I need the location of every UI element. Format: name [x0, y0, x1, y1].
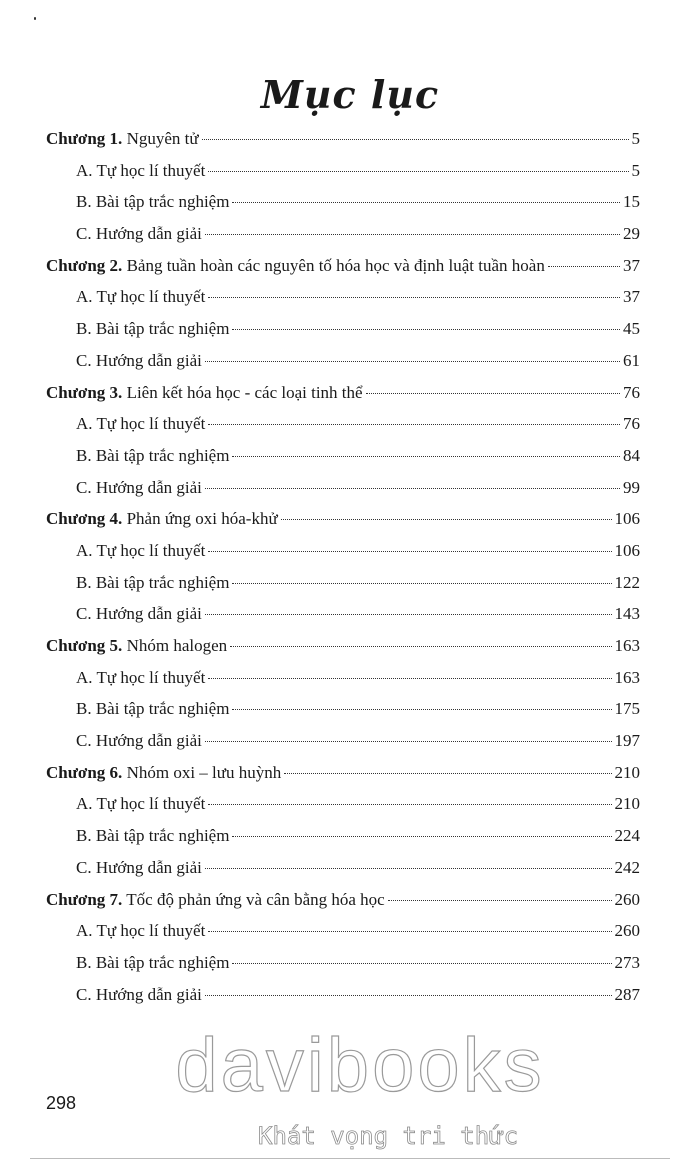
toc-entry-label	[46, 630, 227, 662]
dot-leader	[230, 646, 611, 647]
toc-entry-title: C. Hướng dẫn giải	[76, 604, 202, 624]
toc-entry-label	[76, 440, 229, 472]
toc-section-entry	[46, 186, 640, 218]
toc-entry-title: B. Bài tập trắc nghiệm	[76, 699, 230, 719]
toc-chapter-entry	[46, 503, 640, 535]
dot-leader	[205, 614, 612, 615]
toc-page-number: 242	[614, 857, 640, 877]
toc-entry-label	[76, 852, 202, 884]
dot-leader	[281, 519, 612, 520]
toc-entry-title: B. Bài tập trắc nghiệm	[76, 319, 230, 339]
toc-section-entry	[46, 313, 640, 345]
toc-chapter-entry	[46, 884, 640, 916]
toc-entry-title: Bảng tuần hoàn các nguyên tố hóa học và định luật tuần hoàn	[126, 255, 545, 275]
dot-leader	[366, 393, 620, 394]
toc-section-entry	[46, 598, 640, 630]
toc-page-number: 84	[623, 445, 640, 465]
toc-section-entry	[46, 979, 640, 1011]
toc-entry-title: B. Bài tập trắc nghiệm	[76, 192, 230, 212]
toc-entry-label	[46, 250, 545, 282]
toc-entry-label	[46, 377, 363, 409]
toc-entry-title: A. Tự học lí thuyết	[76, 540, 206, 560]
toc-section-entry	[46, 725, 640, 757]
toc-page-number: 45	[623, 319, 640, 339]
toc-entry-label	[76, 186, 229, 218]
toc-entry-title: C. Hướng dẫn giải	[76, 477, 202, 497]
toc-page-number: 143	[614, 604, 640, 624]
toc-page-number: 122	[614, 572, 640, 592]
dot-leader	[232, 329, 620, 330]
toc-page-number: 260	[614, 889, 640, 909]
toc-entry-title: A. Tự học lí thuyết	[76, 287, 206, 307]
toc-entry-label	[76, 281, 205, 313]
page-title: Mục lục	[260, 72, 440, 117]
chapter-number: Chương 2.	[46, 255, 123, 275]
toc-entry-title: A. Tự học lí thuyết	[76, 921, 206, 941]
toc-entry-title: A. Tự học lí thuyết	[76, 414, 206, 434]
toc-entry-label	[76, 915, 205, 947]
watermark-brand: davibooks	[175, 1023, 545, 1108]
dot-leader	[208, 297, 620, 298]
chapter-number: Chương 3.	[46, 382, 123, 402]
toc-section-entry	[46, 852, 640, 884]
toc-chapter-entry	[46, 757, 640, 789]
toc-page-number: 29	[623, 224, 640, 244]
dot-leader	[202, 139, 629, 140]
dot-leader	[205, 488, 620, 489]
dot-leader	[232, 456, 620, 457]
toc-page-number: 99	[623, 477, 640, 497]
chapter-number: Chương 1.	[46, 129, 123, 148]
toc-entry-label	[76, 313, 229, 345]
toc-chapter-entry	[46, 377, 640, 409]
toc-section-entry	[46, 472, 640, 504]
table-of-contents	[46, 123, 640, 1010]
dot-leader	[208, 931, 611, 932]
toc-entry-label	[46, 757, 281, 789]
page-edge-line	[30, 1158, 670, 1159]
chapter-number: Chương 6.	[46, 762, 123, 782]
toc-page-number: 15	[623, 192, 640, 212]
chapter-number: Chương 4.	[46, 509, 123, 529]
toc-entry-title: C. Hướng dẫn giải	[76, 731, 202, 751]
toc-entry-label	[76, 535, 205, 567]
toc-entry-title: A. Tự học lí thuyết	[76, 667, 206, 687]
toc-entry-title: Phản ứng oxi hóa-khử	[126, 509, 278, 529]
toc-entry-label	[76, 345, 202, 377]
toc-entry-title: B. Bài tập trắc nghiệm	[76, 826, 230, 846]
toc-page-number: 37	[623, 255, 640, 275]
toc-page-number: 106	[614, 509, 640, 529]
chapter-number: Chương 7.	[46, 889, 123, 909]
toc-page-number: 273	[614, 952, 640, 972]
dot-leader	[232, 583, 611, 584]
chapter-number: Chương 5.	[46, 636, 123, 655]
dot-leader	[208, 678, 611, 679]
toc-entry-title: C. Hướng dẫn giải	[76, 857, 202, 877]
toc-entry-label	[76, 408, 205, 440]
toc-entry-title: B. Bài tập trắc nghiệm	[76, 445, 230, 465]
toc-entry-label	[46, 884, 385, 916]
toc-entry-title: Nguyên tử	[126, 129, 199, 148]
toc-section-entry	[46, 281, 640, 313]
toc-page-number: 5	[631, 129, 640, 148]
toc-page-number: 163	[614, 636, 640, 655]
toc-entry-label	[76, 567, 229, 599]
toc-section-entry	[46, 567, 640, 599]
dot-leader	[284, 773, 611, 774]
toc-page-number: 287	[614, 984, 640, 1004]
toc-entry-label	[76, 947, 229, 979]
toc-section-entry	[46, 693, 640, 725]
toc-entry-title: Liên kết hóa học - các loại tinh thể	[126, 382, 363, 402]
toc-section-entry	[46, 788, 640, 820]
dot-leader	[208, 551, 611, 552]
dot-leader	[205, 234, 620, 235]
toc-section-entry	[46, 408, 640, 440]
toc-section-entry	[46, 345, 640, 377]
toc-entry-title: Nhóm oxi – lưu huỳnh	[126, 762, 282, 782]
dot-leader	[205, 361, 620, 362]
dot-leader	[208, 424, 620, 425]
toc-entry-title: C. Hướng dẫn giải	[76, 224, 202, 244]
toc-entry-title: C. Hướng dẫn giải	[76, 350, 202, 370]
toc-entry-label	[76, 662, 205, 694]
toc-entry-label	[76, 820, 229, 852]
watermark-tagline: Khát vọng tri thức	[258, 1122, 519, 1150]
toc-entry-title: C. Hướng dẫn giải	[76, 984, 202, 1004]
toc-page-number: 224	[614, 826, 640, 846]
toc-chapter-entry	[46, 250, 640, 282]
toc-entry-label	[76, 218, 202, 250]
toc-section-entry	[46, 915, 640, 947]
dot-leader	[388, 900, 612, 901]
toc-section-entry	[46, 218, 640, 250]
toc-page-number: 5	[631, 160, 640, 180]
toc-page-number: 76	[623, 414, 640, 434]
toc-entry-label	[76, 979, 202, 1011]
dot-leader	[205, 868, 612, 869]
toc-entry-label	[76, 788, 205, 820]
toc-entry-label	[46, 123, 199, 155]
dot-leader	[232, 963, 611, 964]
dot-leader	[232, 709, 611, 710]
dot-leader	[205, 741, 612, 742]
toc-entry-label	[76, 598, 202, 630]
toc-page-number: 210	[614, 762, 640, 782]
page-number: 298	[46, 1093, 77, 1113]
toc-entry-title: B. Bài tập trắc nghiệm	[76, 952, 230, 972]
toc-entry-title: A. Tự học lí thuyết	[76, 794, 206, 814]
toc-entry-title: Tốc độ phản ứng và cân bằng hóa học	[126, 889, 385, 909]
dot-leader	[205, 995, 612, 996]
toc-page-number: 61	[623, 350, 640, 370]
toc-entry-label	[76, 472, 202, 504]
toc-section-entry	[46, 155, 640, 187]
toc-page-number: 163	[614, 667, 640, 687]
scan-speck	[34, 17, 36, 20]
toc-entry-label	[76, 155, 205, 187]
toc-section-entry	[46, 662, 640, 694]
dot-leader	[208, 804, 611, 805]
toc-chapter-entry	[46, 630, 640, 662]
toc-entry-title: B. Bài tập trắc nghiệm	[76, 572, 230, 592]
dot-leader	[208, 171, 628, 172]
dot-leader	[232, 836, 611, 837]
dot-leader	[548, 266, 620, 267]
toc-page-number: 76	[623, 382, 640, 402]
toc-page-number: 210	[614, 794, 640, 814]
toc-entry-label	[46, 503, 278, 535]
toc-page-number: 106	[614, 540, 640, 560]
dot-leader	[232, 202, 620, 203]
toc-entry-title: Nhóm halogen	[126, 636, 228, 655]
toc-section-entry	[46, 535, 640, 567]
toc-chapter-entry	[46, 123, 640, 155]
toc-entry-label	[76, 725, 202, 757]
toc-page-number: 260	[614, 921, 640, 941]
toc-page-number: 175	[614, 699, 640, 719]
toc-page-number: 197	[614, 731, 640, 751]
toc-section-entry	[46, 440, 640, 472]
toc-entry-title: A. Tự học lí thuyết	[76, 160, 206, 180]
toc-section-entry	[46, 947, 640, 979]
toc-entry-label	[76, 693, 229, 725]
toc-section-entry	[46, 820, 640, 852]
toc-page-number: 37	[623, 287, 640, 307]
